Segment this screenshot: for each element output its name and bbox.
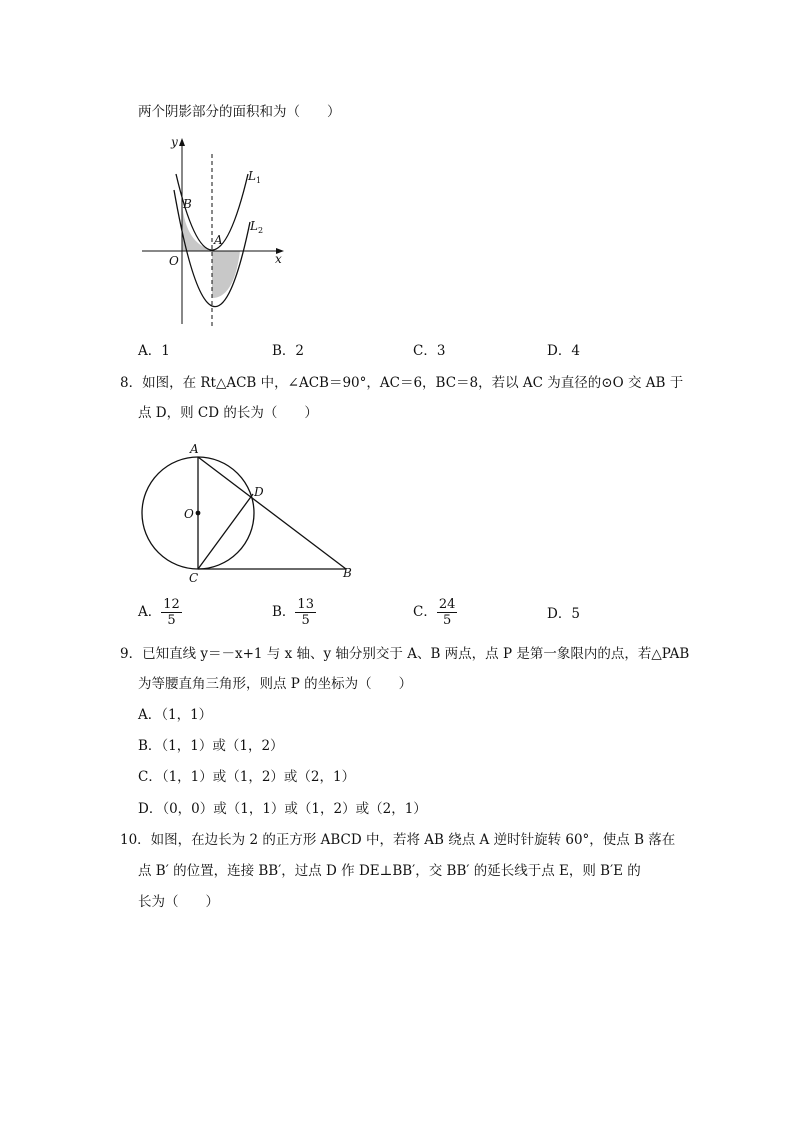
q8-option-c: C． $\frac{24}{5}$ — [413, 597, 456, 628]
q8-circle-figure — [136, 440, 366, 590]
l1-label: $L_1$ — [248, 169, 262, 185]
point-b-label: B — [343, 566, 352, 580]
x-label: x — [275, 252, 282, 266]
y-axis-arrow — [179, 138, 185, 146]
q9-stem-line1: 9．已知直线 y＝－x+1 与 x 轴、y 轴分别交于 A、B 两点，点 P 是第一象限内的点，若△PAB — [120, 646, 690, 662]
point-d-label: D — [254, 485, 264, 499]
point-a-label: A — [214, 233, 223, 247]
center-point — [196, 511, 201, 516]
q8-option-b: B． $\frac{13}{5}$ — [272, 597, 314, 628]
point-a-label: A — [190, 442, 199, 456]
q7-option-c: C．3 — [413, 343, 446, 359]
segment-cd — [198, 494, 253, 569]
q7-stem: 两个阴影部分的面积和为（ ） — [138, 104, 341, 120]
q8-stem-line1: 8．如图，在 Rt△ACB 中，∠ACB＝90°，AC＝6，BC＝8，若以 AC 为直径的⊙O 交 AB 于 — [120, 375, 684, 391]
q10-stem-line2: 点 B′ 的位置，连接 BB′，过点 D 作 DE⊥BB′，交 BB′ 的延长线于点 E，则 B′E 的 — [138, 863, 641, 879]
q7-parabola-figure — [138, 132, 298, 332]
q10-stem-line3: 长为（ ） — [138, 894, 219, 910]
q9-option-d: D．（0，0）或（1，1）或（1，2）或（2，1） — [138, 801, 427, 817]
l2-label: $L_2$ — [250, 219, 264, 235]
q10-stem-line1: 10．如图，在边长为 2 的正方形 ABCD 中，若将 AB 绕点 A 逆时针旋转 60°，使点 B 落在 — [120, 832, 676, 848]
origin-label: O — [169, 254, 179, 268]
q7-option-b: B．2 — [272, 343, 305, 359]
q7-option-d: D．4 — [547, 343, 580, 359]
shaded-region-right — [212, 251, 240, 298]
point-o-label: O — [184, 507, 194, 521]
q9-option-c: C．（1，1）或（1，2）或（2，1） — [138, 769, 356, 785]
q9-stem-line2: 为等腰直角三角形，则点 P 的坐标为（ ） — [138, 676, 413, 692]
q7-option-a: A．1 — [138, 343, 170, 359]
segment-ab — [198, 457, 346, 569]
point-b-label: B — [183, 197, 192, 211]
point-c-label: C — [189, 571, 199, 585]
q9-option-a: A．（1，1） — [138, 707, 213, 723]
q9-option-b: B．（1，1）或（1，2） — [138, 738, 284, 754]
y-label: y — [171, 135, 178, 149]
q8-option-a: A． $\frac{12}{5}$ — [138, 597, 180, 628]
q8-option-d: D．5 — [547, 606, 580, 622]
q8-stem-line2: 点 D，则 CD 的长为（ ） — [138, 405, 318, 421]
